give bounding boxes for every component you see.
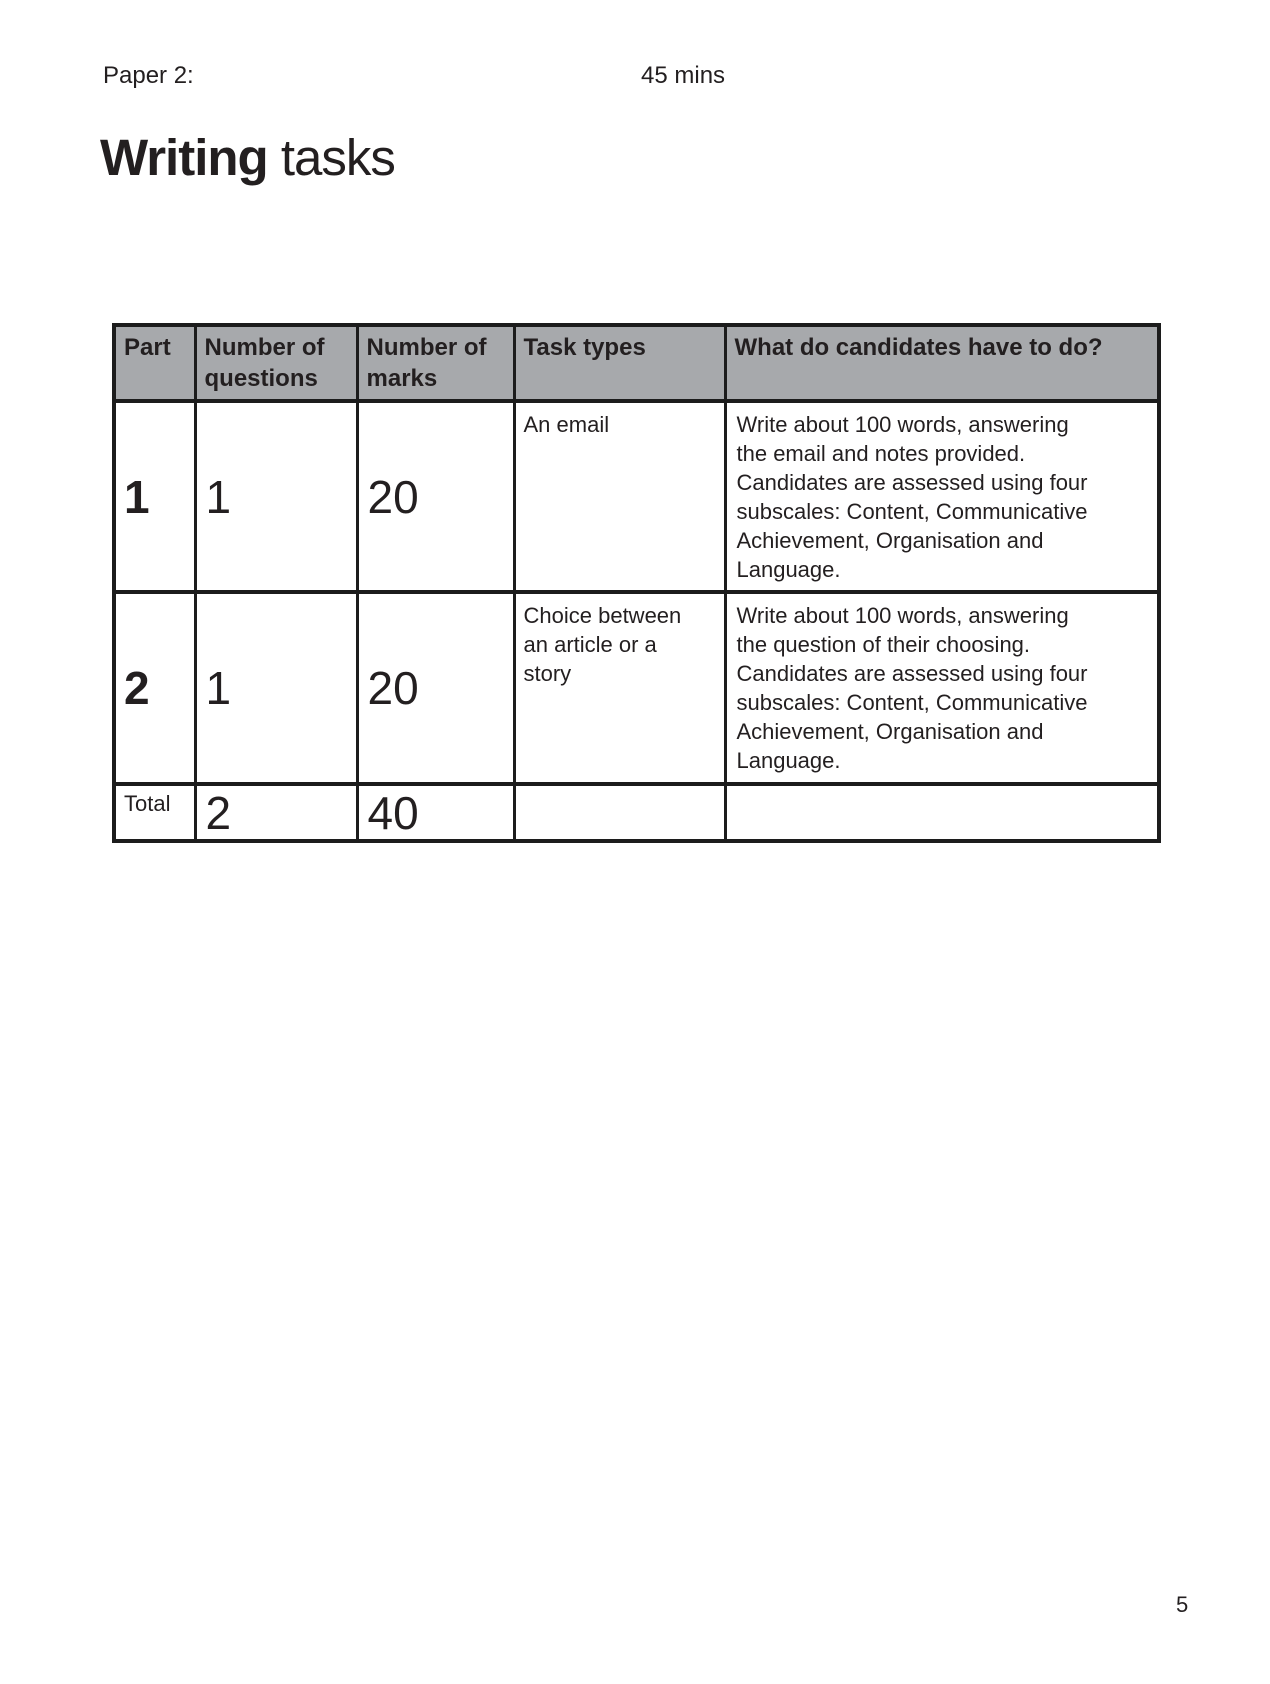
header-task-types: Task types [514,325,725,401]
page-title-regular: tasks [267,129,395,186]
total-description-empty [725,784,1159,841]
table-header-row [114,325,1159,401]
part-2-description: Write about 100 words, answering the question of their choosing. Candidates are assessed using four subscales: Content, Communicative Achievement, Organisation and Language. [725,592,1159,784]
paper-label: Paper 2: [103,62,194,89]
table-row-total [114,784,1159,841]
writing-tasks-table [112,323,1161,843]
total-label: Total [114,784,195,841]
duration-label: 45 mins [641,62,726,89]
header-what-do-candidates: What do candidates have to do? [725,325,1159,401]
part-1-task-types: An email [514,401,725,592]
page-title [100,130,395,186]
page-number: 5 [1176,1592,1189,1617]
part-2-task-types: Choice between an article or a story [514,592,725,784]
part-2-marks: 20 [357,592,514,784]
page-title-bold: Writing [100,129,268,186]
header-number-of-marks: Number of marks [357,325,514,401]
total-task-types-empty [514,784,725,841]
part-2-questions: 1 [195,592,357,784]
part-2-number: 2 [114,592,195,784]
part-1-marks: 20 [357,401,514,592]
table-row-part-2 [114,592,1159,784]
total-marks: 40 [357,784,514,841]
header-number-of-questions: Number of questions [195,325,357,401]
part-1-description: Write about 100 words, answering the email and notes provided. Candidates are assessed using four subscales: Content, Communicative Achievement, Organisation and Language. [725,401,1159,592]
table-row-part-1 [114,401,1159,592]
header-part: Part [114,325,195,401]
part-1-questions: 1 [195,401,357,592]
total-questions: 2 [195,784,357,841]
part-1-number: 1 [114,401,195,592]
